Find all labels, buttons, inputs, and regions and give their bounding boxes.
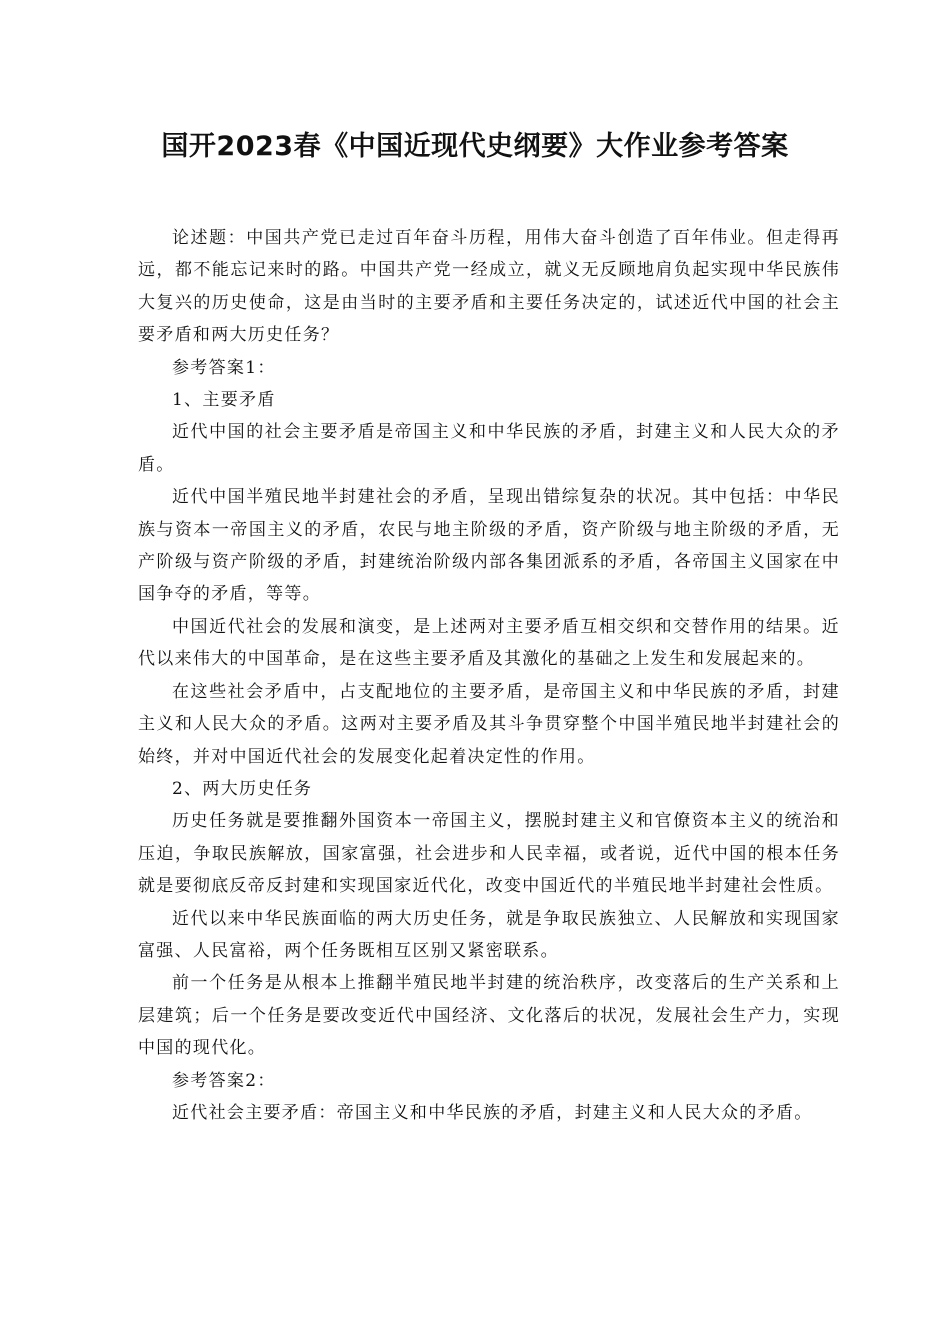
body-paragraph: 历史任务就是要推翻外国资本一帝国主义，摆脱封建主义和官僚资本主义的统治和压迫，争取民族解放，国家富强，社会进步和人民幸福，或者说，近代中国的根本任务就是要彻底反帝反封建和实现国家近代化，改变中国近代的半殖民地半封建社会性质。 [138, 811, 840, 897]
answer-2-heading: 参考答案2： [172, 1070, 276, 1091]
body-paragraph: 近代社会主要矛盾：帝国主义和中华民族的矛盾，封建主义和人民大众的矛盾。 [172, 1102, 813, 1123]
section-2-heading: 2、两大历史任务 [172, 778, 313, 799]
body-paragraph: 在这些社会矛盾中，占支配地位的主要矛盾，是帝国主义和中华民族的矛盾，封建主义和人民大众的矛盾。这两对主要矛盾及其斗争贯穿整个中国半殖民地半封建社会的始终，并对中国近代社会的发展变化起着决定性的作用。 [138, 681, 840, 767]
body-paragraph: 近代以来中华民族面临的两大历史任务，就是争取民族独立、人民解放和实现国家富强、人民富裕，两个任务既相互区别又紧密联系。 [138, 908, 840, 961]
body-paragraph: 近代中国的社会主要矛盾是帝国主义和中华民族的矛盾，封建主义和人民大众的矛盾。 [138, 422, 840, 475]
body-paragraph: 近代中国半殖民地半封建社会的矛盾，呈现出错综复杂的状况。其中包括：中华民族与资本一帝国主义的矛盾，农民与地主阶级的矛盾，资产阶级与地主阶级的矛盾，无产阶级与资产阶级的矛盾，封建统治阶级内部各集团派系的矛盾，各帝国主义国家在中国争夺的矛盾，等等。 [138, 487, 840, 605]
body-paragraph: 中国近代社会的发展和演变，是上述两对主要矛盾互相交织和交替作用的结果。近代以来伟大的中国革命，是在这些主要矛盾及其激化的基础之上发生和发展起来的。 [138, 616, 840, 670]
document-body [138, 222, 840, 1129]
section-1-heading: 1、主要矛盾 [172, 390, 276, 411]
question-paragraph: 论述题：中国共产党已走过百年奋斗历程，用伟大奋斗创造了百年伟业。但走得再远，都不能忘记来时的路。中国共产党一经成立，就义无反顾地肩负起实现中华民族伟大复兴的历史使命，这是由当时的主要矛盾和主要任务决定的，试述近代中国的社会主要矛盾和两大历史任务？ [138, 228, 840, 346]
body-paragraph: 前一个任务是从根本上推翻半殖民地半封建的统治秩序，改变落后的生产关系和上层建筑；后一个任务是要改变近代中国经济、文化落后的状况，发展社会生产力，实现中国的现代化。 [138, 973, 840, 1059]
document-title: 国开2023春《中国近现代史纲要》大作业参考答案 [161, 131, 789, 162]
answer-1-heading: 参考答案1： [172, 357, 276, 378]
